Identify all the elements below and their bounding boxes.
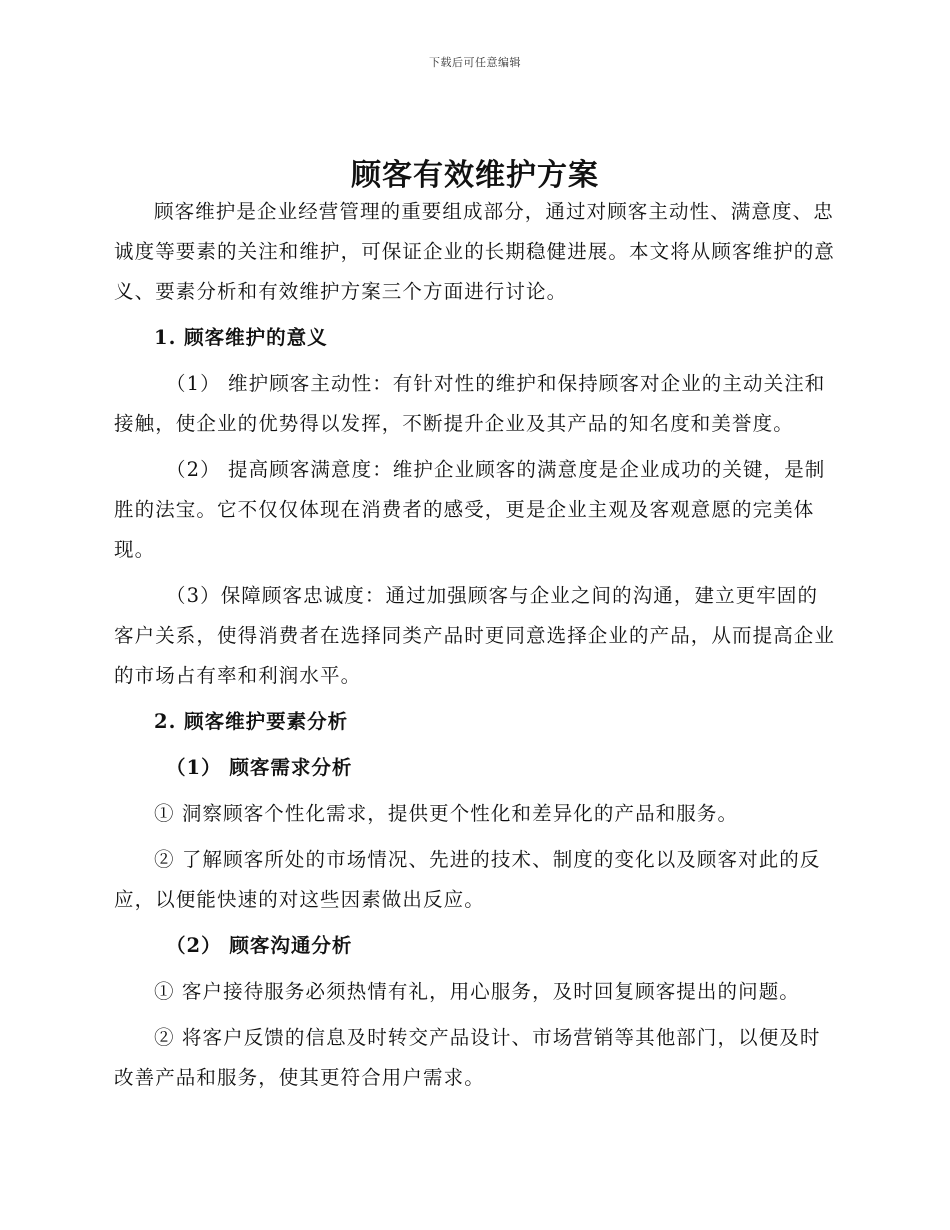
list-item: （3）保障顾客忠诚度：通过加强顾客与企业之间的沟通，建立更牢固的客户关系，使得消费者在选择同类产品时更同意选择企业的产品，从而提高企业的市场占有率和利润水平。 (114, 584, 836, 687)
intro-paragraph: 顾客维护是企业经营管理的重要组成部分，通过对顾客主动性、满意度、忠诚度等要素的关注和维护，可保证企业的长期稳健进展。本文将从顾客维护的意义、要素分析和有效维护方案三个方面进行讨论。 (114, 200, 836, 303)
list-item: ① 客户接待服务必须热情有礼，用心服务，及时回复顾客提出的问题。 (154, 980, 800, 1003)
section-heading: 2. 顾客维护要素分析 (154, 710, 349, 733)
subsection-heading: （1） 顾客需求分析 (166, 756, 353, 779)
section-heading: 1. 顾客维护的意义 (154, 326, 328, 349)
list-item: （2） 提高顾客满意度：维护企业顾客的满意度是企业成功的关键，是制胜的法宝。它不仅仅体现在消费者的感受，更是企业主观及客观意愿的完美体现。 (114, 458, 826, 561)
document-title: 顾客有效维护方案 (351, 158, 599, 193)
list-item: （1） 维护顾客主动性：有针对性的维护和保持顾客对企业的主动关注和接触，使企业的优势得以发挥，不断提升企业及其产品的知名度和美誉度。 (114, 372, 826, 435)
document-body (114, 192, 836, 1098)
page-header: 下载后可任意编辑 (429, 56, 521, 69)
subsection-heading: （2） 顾客沟通分析 (166, 934, 353, 957)
list-item: ② 将客户反馈的信息及时转交产品设计、市场营销等其他部门，以便及时改善产品和服务，使其更符合用户需求。 (114, 1026, 821, 1089)
list-item: ① 洞察顾客个性化需求，提供更个性化和差异化的产品和服务。 (154, 802, 739, 825)
list-item: ② 了解顾客所处的市场情况、先进的技术、制度的变化以及顾客对此的反应，以便能快速的对这些因素做出反应。 (114, 848, 821, 911)
